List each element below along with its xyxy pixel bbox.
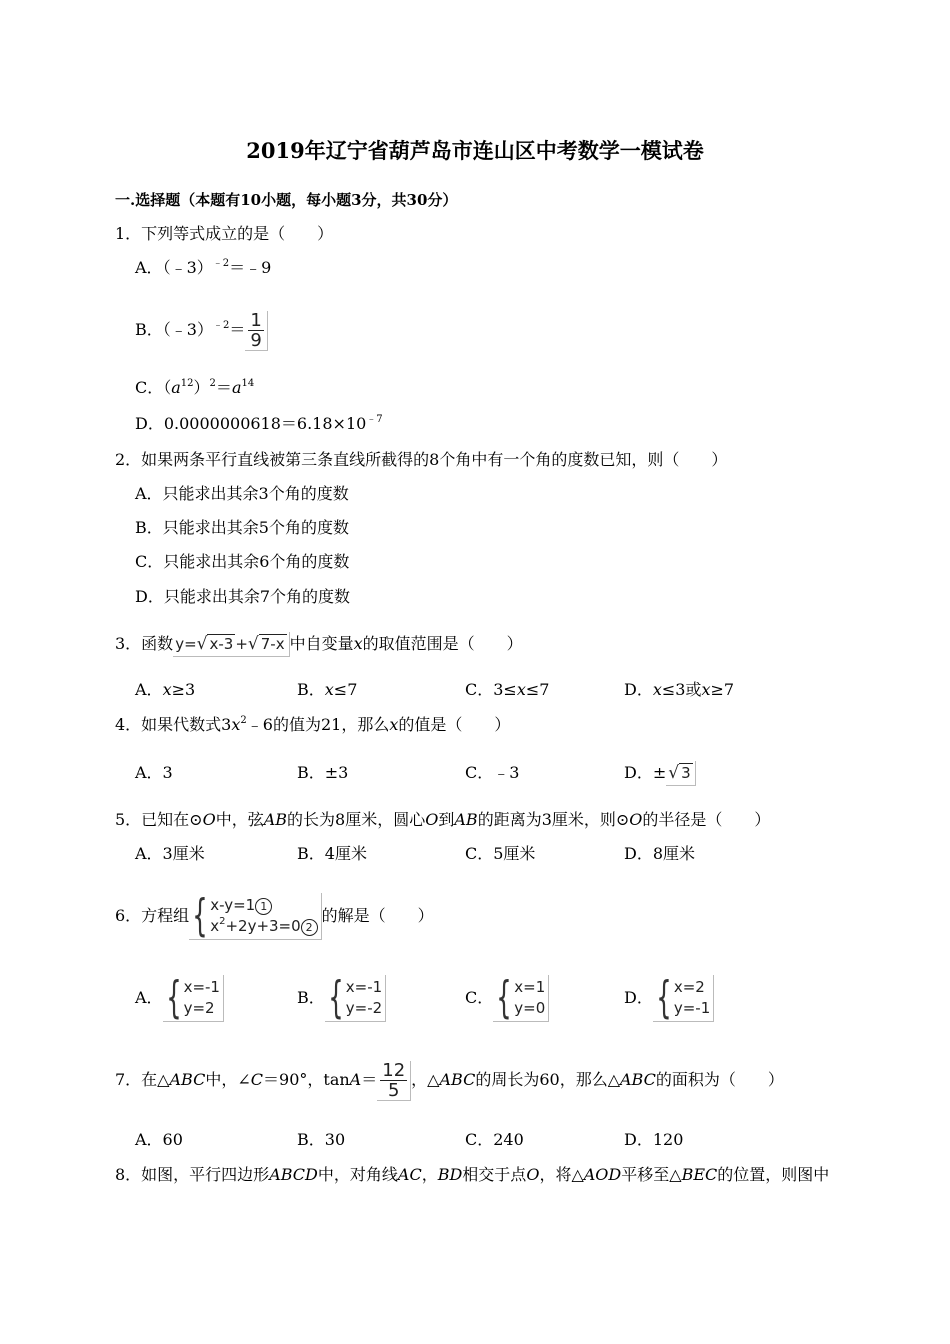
variable: x [389,715,399,734]
variable: AB [454,810,478,829]
solution-image [493,972,549,1023]
equation: x=-1 [183,978,220,996]
variable: x [652,680,662,699]
sqrt-icon: √ x-3 [196,634,234,654]
stem-text: 6．方程组 [115,906,190,925]
option-text: （﹣3） [162,320,213,339]
equation: y=-1 [673,999,711,1017]
brace-icon: { [165,972,182,1023]
exponent: 14 [241,378,255,389]
variable: AB [263,810,288,829]
q2-option-b: B．只能求出其余5个角的度数 [135,518,349,537]
numerator: 12 [382,1059,406,1081]
stem-text: 的解是（ ） [321,906,434,925]
q5-option-c: C．5厘米 [465,844,536,863]
radicand: 7-x [260,635,285,653]
q3-option-b [297,680,357,700]
option-text: ≤3或 [661,680,702,699]
q7-option-a: A．60 [135,1130,183,1149]
brace-icon: { [192,890,208,941]
q2-stem: 2．如果两条平行直线被第三条直线所截得的8个角中有一个角的度数已知，则（ ） [115,450,728,469]
variable: ABC [169,1070,206,1089]
stem-text: 的半径是（ ） [642,810,771,829]
variable: AC [397,1165,422,1184]
equation: x=2 [673,978,705,996]
option-label: D．± [624,763,667,782]
stem-text: ，△ [411,1070,440,1089]
q3-option-d [624,680,734,700]
equation: y=0 [514,999,546,1017]
solution-image [325,972,386,1023]
brace-icon: { [656,972,672,1023]
stem-text: 中自变量 [289,634,354,653]
section-heading: 一.选择题（本题有10小题，每小题3分，共30分） [115,191,458,209]
q6-option-a [135,973,224,1023]
stem-text: 的值是（ ） [398,715,511,734]
stem-text: 的位置，则图中 [717,1165,830,1184]
brace-icon: { [328,972,344,1023]
exponent: ﹣2 [212,258,230,269]
option-text: ≤7 [333,680,358,699]
equation: x=-1 [345,978,383,996]
q4-stem [115,715,510,735]
q6-stem [115,888,434,944]
circled-number-icon: 1 [255,898,272,915]
option-label: C．（ [135,378,172,397]
variable: ABC [620,1070,656,1089]
variable: a [231,378,242,397]
q4-option-b: B．±3 [297,763,349,782]
option-label: B． [135,320,163,339]
equation: +2y+3=0 [225,917,301,935]
q5-stem [115,810,770,830]
option-label: B． [297,680,325,699]
fraction-image [377,1061,411,1101]
formula-text: + [235,635,248,653]
denominator: 9 [250,329,262,351]
q1-option-a [135,258,271,278]
variable: O [629,810,643,829]
equation-system-image [189,890,321,941]
variable: x [516,680,526,699]
q7-option-d: D．120 [624,1130,684,1149]
stem-text: 平移至△ [621,1165,682,1184]
variable: x [353,634,363,653]
sqrt-icon: √ 3 [668,763,691,783]
q6-option-d [624,973,714,1023]
option-text: ≥7 [710,680,735,699]
stem-text: 相交于点 [462,1165,527,1184]
stem-text: ， [421,1165,438,1184]
q4-option-c: C．﹣3 [465,763,520,782]
stem-text: 的面积为（ ） [655,1070,784,1089]
page-title: 2019年辽宁省葫芦岛市连山区中考数学一模试卷 [246,138,704,163]
stem-text: ﹣6的值为21，那么 [246,715,390,734]
radicand: x-3 [209,635,234,653]
stem-text: 的周长为60，那么△ [475,1070,620,1089]
q2-option-c: C．只能求出其余6个角的度数 [135,552,350,571]
exponent: 12 [180,378,194,389]
function-formula-image [173,632,289,657]
variable: x [162,680,172,699]
option-label: A． [135,258,163,277]
radicand: 3 [681,764,691,782]
variable: a [171,378,181,397]
variable: O [425,810,439,829]
stem-text: ，将△ [539,1165,584,1184]
variable: O [526,1165,540,1184]
stem-text: ＝90°，tan [263,1070,350,1089]
q8-stem [115,1165,829,1185]
exponent: 2 [240,715,247,726]
solution-image [653,972,714,1023]
variable: C [250,1070,264,1089]
q4-option-d [624,760,696,786]
exponent: 2 [219,916,226,927]
q5-option-d: D．8厘米 [624,844,696,863]
option-label: D． [624,988,653,1007]
q1-option-d [135,414,383,434]
q6-option-b [297,973,386,1023]
denominator: 5 [387,1079,400,1101]
numerator: 1 [250,309,262,331]
q3-option-a [135,680,195,700]
equation: y=2 [183,999,215,1017]
variable: ABCD [269,1165,318,1184]
stem-text: 中，对角线 [317,1165,398,1184]
circled-number-icon: 2 [301,919,318,936]
option-text: ） [193,378,210,397]
stem-text: 的长为8厘米，圆心 [287,810,426,829]
option-label: D． [135,414,164,433]
option-label: D． [624,680,653,699]
equation: y=-2 [345,999,383,1017]
variable: x [324,680,334,699]
variable: ABC [439,1070,476,1089]
q1-stem: 1．下列等式成立的是（ ） [115,224,334,243]
stem-text: ＝ [361,1070,378,1089]
variable: A [349,1070,362,1089]
exponent: ﹣2 [212,320,230,331]
option-label: A． [135,988,163,1007]
q6-option-c [465,973,549,1023]
stem-text: 4．如果代数式3 [115,715,232,734]
q4-option-a: A．3 [135,763,173,782]
q2-option-d: D．只能求出其余7个角的度数 [135,587,351,606]
q7-stem [115,1058,784,1102]
sqrt-image [666,761,695,786]
variable: x [231,715,241,734]
stem-text: 8．如图，平行四边形 [115,1165,270,1184]
q7-option-b: B．30 [297,1130,346,1149]
option-label: B． [297,988,325,1007]
solution-image [163,972,224,1023]
variable: BD [437,1165,463,1184]
stem-text: 到 [438,810,455,829]
option-label: C．3≤ [465,680,517,699]
q5-option-a: A．3厘米 [135,844,205,863]
variable: x [701,680,711,699]
option-text: ≥3 [171,680,196,699]
variable: BEC [681,1165,718,1184]
stem-text: 中，弦 [215,810,264,829]
stem-text: 3．函数 [115,634,174,653]
fraction-image [245,311,267,351]
option-text: 0.0000000618＝6.18×10 [163,414,367,433]
formula-text: y= [175,635,197,653]
brace-icon: { [496,972,512,1023]
exponent: ﹣7 [366,414,383,425]
option-text: ＝ [215,378,232,397]
option-label: C． [465,988,494,1007]
q3-stem [115,630,523,658]
option-text: ≤7 [525,680,550,699]
variable: O [202,810,216,829]
q5-option-b: B．4厘米 [297,844,367,863]
q1-option-b [135,308,268,352]
option-label: A． [135,680,163,699]
q7-option-c: C．240 [465,1130,524,1149]
q2-option-a: A．只能求出其余3个角的度数 [135,484,349,503]
option-text: ＝﹣9 [229,258,272,277]
option-text: ＝ [229,320,246,339]
q3-option-c [465,680,549,700]
stem-text: 7．在△ [115,1070,170,1089]
equation: x [210,917,220,935]
stem-text: 的距离为3厘米，则⊙ [477,810,630,829]
stem-text: 5．已知在⊙ [115,810,203,829]
stem-text: 中，∠ [205,1070,251,1089]
q1-option-c [135,378,254,398]
equation: x-y=1 [210,896,256,914]
sqrt-icon: √ 7-x [247,634,285,654]
exponent: 2 [209,378,216,389]
equation: x=1 [514,978,546,996]
option-text: （﹣3） [162,258,213,277]
stem-text: 的取值范围是（ ） [362,634,523,653]
variable: AOD [583,1165,622,1184]
